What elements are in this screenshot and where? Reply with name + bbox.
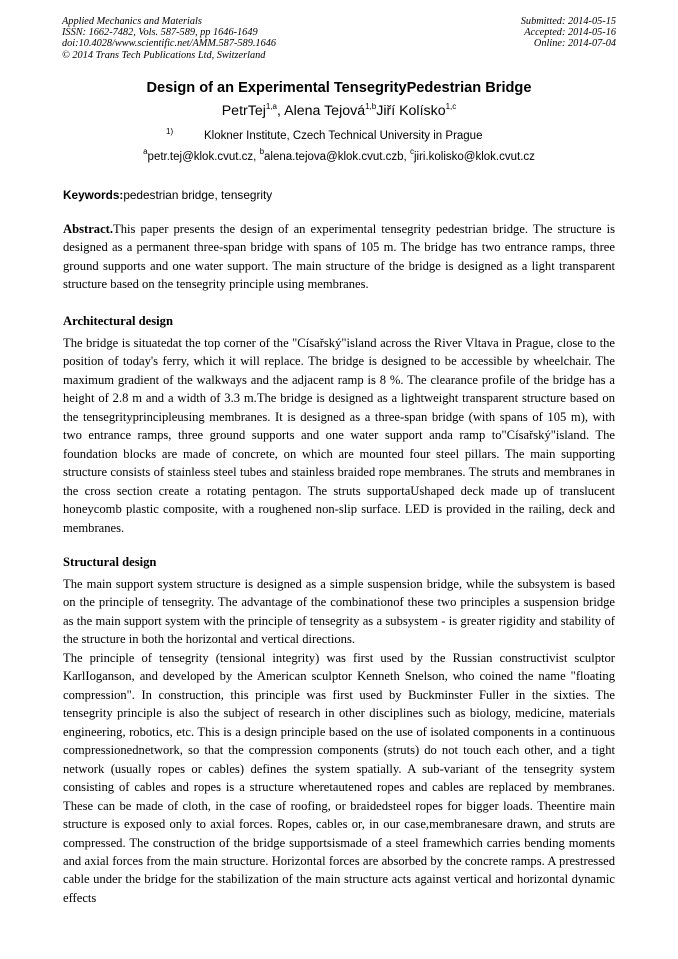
affiliation-number: 1) [166, 127, 174, 136]
section-heading-structural: Structural design [63, 555, 157, 569]
email-mark: c [409, 147, 414, 156]
journal-name: Applied Mechanics and Materials [62, 16, 202, 27]
journal-header [62, 16, 276, 61]
structural-paragraph-2: The principle of tensegrity (tensional integrity) was first used by the Russian constructivist sculptor KarlIoganson, and developed by the American sculptor Kenneth Snelson, who coined the name "floating compression". In construction, this principle was first used by Buckminster Fuller in the sixties. The tensegrity principle is also the subject of research in other disciplines such as biology, medicine, materials engineering, robotics, etc. This is a design principle based on the use of isolated components in a continuous compressionednetwork, so that the compression components (struts) do not touch each other, and a tight network (usually ropes or cables) defines the system spatially. A sub-variant of the tensegrity system consisting of cables and ropes is a structure wheretautened ropes and cables are replaced by membranes. These can be made of cloth, in the case of roofing, or braidedsteel ropes for bigger loads. Theentire main structure is exposed only to axial forces. Ropes, cables or, in our case,membranesare drawn, and struts are compressed. The construction of the bridge supportsismade of a steel framewhich carries bending moments and axial forces from the main structure. Horizontal forces are absorbed by the concrete ramps. A prestressed cable under the bridge for the stabilization of the main structure acts against vertical and horizontal dynamic effects [63, 651, 615, 905]
author-list [0, 103, 678, 119]
abstract-label: Abstract. [63, 222, 114, 236]
structural-paragraph-1: The main support system structure is designed as a simple suspension bridge, while the subsystem is based on the principle of tensegrity. The advantage of the combinationof these two principles a suspension bridge as the main support system with the principle of tensegrity as a subsystem - is greater rigidity and stability of the structure in both the horizontal and vertical directions. [63, 577, 615, 647]
journal-issn: ISSN: 1662-7482, Vols. 587-589, pp 1646-1649 [62, 27, 258, 39]
accepted-date: Accepted: 2014-05-16 [524, 27, 616, 39]
abstract [63, 220, 615, 294]
author-affiliation-mark: 1,a [265, 102, 277, 111]
author-separator: , [277, 103, 285, 119]
submitted-date: Submitted: 2014-05-15 [520, 16, 616, 27]
author-name: Alena Tejová [284, 103, 366, 119]
email-address: alena.tejova@klok.cvut.czb, [264, 151, 410, 163]
affiliation-text: Klokner Institute, Czech Technical University in Prague [204, 130, 483, 142]
email-mark: a [143, 147, 148, 156]
author-name: PetrTej [221, 103, 266, 119]
email-address: petr.tej@klok.cvut.cz, [147, 151, 260, 163]
email-mark: b [259, 147, 265, 156]
keywords [63, 188, 272, 202]
journal-doi: doi:10.4028/www.scientific.net/AMM.587-589.1646 [62, 38, 277, 50]
submission-dates [521, 16, 616, 50]
keywords-label: Keywords: [63, 188, 124, 202]
author-affiliation-mark: 1,c [445, 102, 457, 111]
author-affiliation-mark: 1,b [365, 102, 377, 111]
journal-copyright: © 2014 Trans Tech Publications Ltd, Switzerland [62, 49, 266, 61]
paper-title: Design of an Experimental TensegrityPedestrian Bridge [146, 80, 532, 96]
abstract-text: This paper presents the design of an experimental tensegrity pedestrian bridge. The structure is designed as a permanent three-span bridge with spans of 105 m. The bridge has two entrance ramps, three ground supports and one water support. The main structure of the bridge is designed as a light transparent structure based on the tensegrity principle using membranes. [63, 222, 615, 292]
author-name: Jiří Kolísko [376, 103, 446, 119]
keywords-text: pedestrian bridge, tensegrity [123, 188, 273, 202]
section-heading-architectural: Architectural design [63, 314, 173, 328]
author-emails [0, 147, 678, 163]
online-date: Online: 2014-07-04 [533, 38, 616, 50]
architectural-paragraph: The bridge is situatedat the top corner of the "Císařský"island across the River Vltava in Prague, close to the position of today's ferry, which it will replace. The bridge is designed to be accessible by wheelchair. The maximum gradient of the walkways and the adjacent ramp is 8 %. The clearance profile of the bridge has a height of 2.8 m and a width of 3.3 m.The bridge is designed as a lightweight transparent structure based on the tensegrityprincipleusing membranes. It is designed as a three-span bridge (with spans of 105 m), with two entrance ramps, three ground supports and one water support anda ramp to"Císařský"island. The foundation blocks are made of concrete, on which are mounted four steel pillars. The main supporting structure consists of stainless steel tubes and stainless braided rope membranes. The struts and membranes in the cross section create a rotating pentagon. The struts supportaUshaped deck made up of translucent honeycomb plastic composite, with a roughened non-slip surface. LED is provided in the railing, deck and membranes. [63, 336, 615, 535]
email-address: jiri.kolisko@klok.cvut.cz [413, 151, 535, 163]
